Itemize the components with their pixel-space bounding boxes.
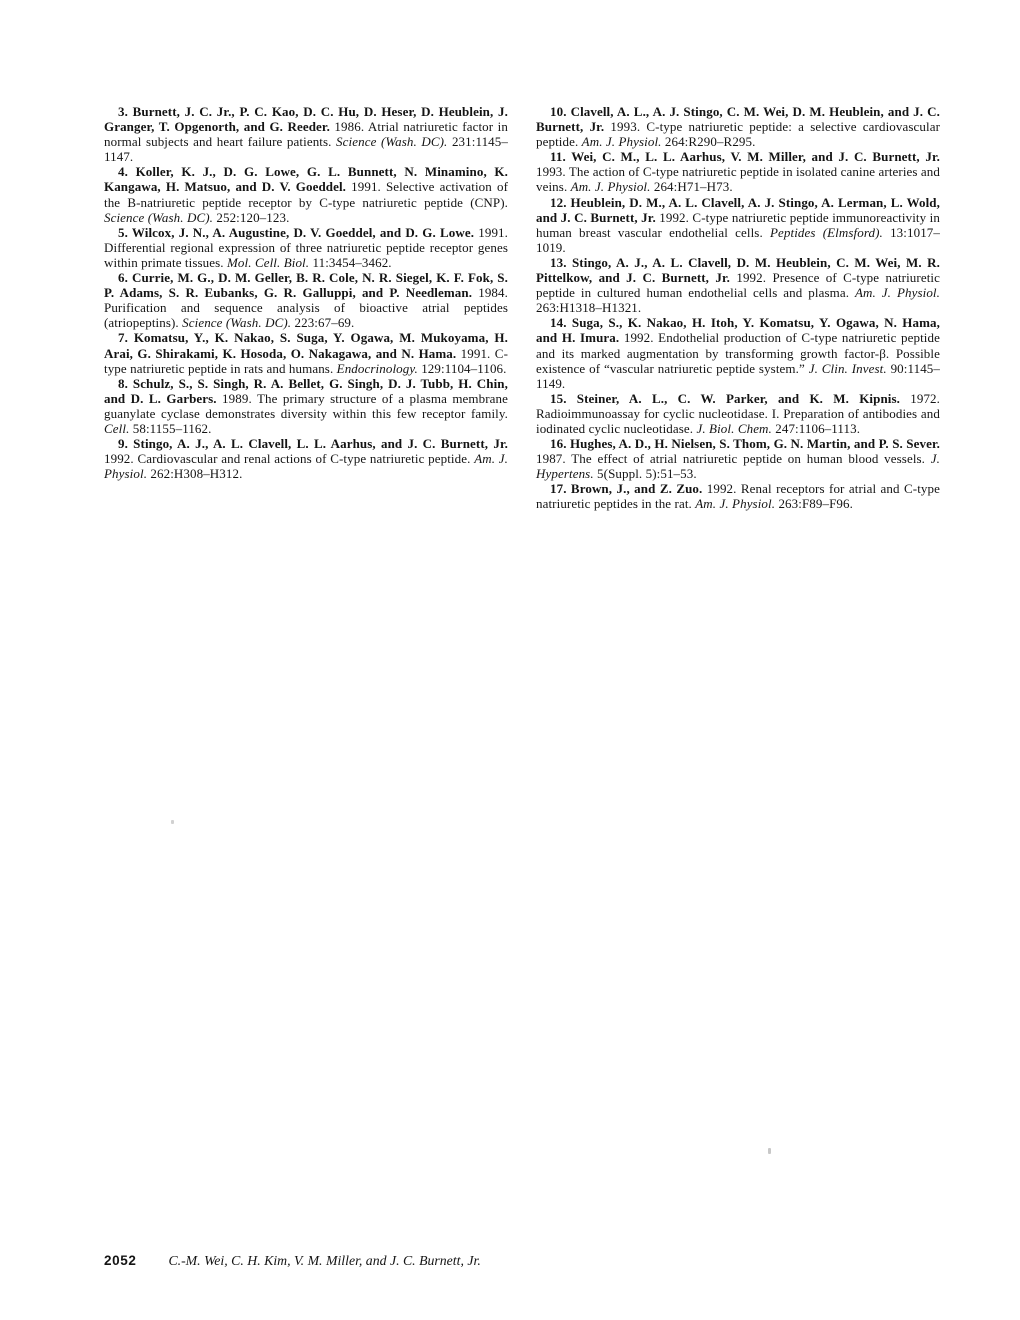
reference-text-segment: 1992. C-type natriuretic peptide immunoreactivity in human breast vascular endothelial cells. [536, 209, 940, 240]
reference-item [536, 436, 940, 481]
reference-text-segment: 1991. Selective activation of the B-natriuretic peptide receptor by C-type natriuretic peptide (CNP). [104, 179, 508, 210]
scan-artifact [768, 1148, 771, 1154]
reference-item [536, 104, 940, 149]
reference-text-segment: 1993. The action of C-type natriuretic peptide in isolated canine arteries and veins. [536, 164, 940, 195]
reference-text-segment: Science (Wash. DC). [104, 209, 214, 225]
reference-text-segment: Cell. [104, 420, 130, 436]
reference-item [104, 225, 508, 270]
reference-item [104, 270, 508, 330]
reference-text-segment: Am. J. Physiol. [104, 451, 509, 482]
reference-text-segment: Am. J. Physiol. [695, 496, 776, 512]
scan-artifact [171, 820, 174, 824]
reference-text-segment: 1989. The primary structure of a plasma membrane guanylate cyclase demonstrates diversity within this few receptor family. [104, 390, 509, 421]
reference-text-segment: Am. J. Physiol. [855, 285, 940, 301]
reference-text-segment: 13:1017–1019. [536, 224, 940, 255]
reference-text-segment: 1993. C-type natriuretic peptide: a selective cardiovascular peptide. [536, 119, 941, 150]
reference-text-segment: 90:1145–1149. [536, 360, 940, 391]
reference-text-segment: 11. Wei, C. M., L. L. Aarhus, V. M. Miller, and J. C. Burnett, Jr. [550, 149, 940, 165]
reference-item [104, 330, 508, 375]
reference-text-segment: 129:1104–1106. [417, 360, 507, 376]
reference-item [536, 255, 940, 315]
reference-text-segment: Am. J. Physiol. [570, 179, 651, 195]
reference-text-segment: 264:R290–R295. [661, 134, 756, 150]
reference-text-segment: 5. Wilcox, J. N., A. Augustine, D. V. Goeddel, and D. G. Lowe. [118, 224, 475, 240]
reference-text-segment: 1992. Presence of C-type natriuretic peptide in cultured human endothelial cells and plasma. [536, 270, 940, 301]
reference-text-segment: 3. Burnett, J. C. Jr., P. C. Kao, D. C. Hu, D. Heser, D. Heublein, J. Granger, T. Opgenorth, and G. Reeder. [104, 104, 508, 135]
reference-text-segment: 1992. Endothelial production of C-type natriuretic peptide and its marked augmentation by transforming growth factor-β. Possible existence of “vascular natriuretic peptide system.” [536, 330, 940, 376]
reference-text-segment: Endocrinology. [336, 360, 418, 376]
reference-item [104, 104, 508, 164]
reference-text-segment: 1987. The effect of atrial natriuretic peptide on human blood vessels. [536, 451, 931, 467]
running-authors: C.-M. Wei, C. H. Kim, V. M. Miller, and J. C. Burnett, Jr. [168, 1253, 481, 1268]
reference-text-segment: 9. Stingo, A. J., A. L. Clavell, L. L. Aarhus, and J. C. Burnett, Jr. [118, 436, 508, 452]
reference-item [536, 391, 940, 436]
reference-item [104, 376, 508, 436]
reference-text-segment: 231:1145–1147. [104, 134, 508, 165]
reference-text-segment: 252:120–123. [213, 209, 290, 225]
reference-text-segment: Science (Wash. DC). [182, 315, 292, 331]
page-footer [104, 1252, 481, 1270]
reference-text-segment: Peptides (Elmsford). [769, 224, 883, 240]
reference-text-segment: 7. Komatsu, Y., K. Nakao, S. Suga, Y. Ogawa, M. Mukoyama, H. Arai, G. Shirakami, K. Hosoda, O. Nakagawa, and N. Hama. [104, 330, 508, 361]
reference-item [536, 195, 940, 255]
reference-text-segment: 1984. Purification and sequence analysis of bioactive atrial peptides (atriopeptins). [104, 285, 508, 331]
reference-item [536, 481, 940, 511]
reference-text-segment: 5(Suppl. 5):51–53. [593, 466, 697, 482]
reference-text-segment: 1992. Renal receptors for atrial and C-type natriuretic peptides in the rat. [536, 481, 940, 512]
references-column-left [104, 104, 508, 481]
references-column-right [536, 104, 940, 512]
reference-text-segment: Science (Wash. DC). [336, 134, 448, 150]
reference-text-segment: 262:H308–H312. [147, 466, 243, 482]
reference-text-segment: 16. Hughes, A. D., H. Nielsen, S. Thom, G. N. Martin, and P. S. Sever. [550, 436, 940, 452]
reference-text-segment: Mol. Cell. Biol. [227, 254, 310, 270]
reference-item [104, 164, 508, 224]
reference-text-segment: 17. Brown, J., and Z. Zuo. [550, 481, 703, 497]
reference-text-segment: 263:F89–F96. [775, 496, 853, 512]
reference-text-segment: J. Clin. Invest. [808, 360, 887, 376]
reference-text-segment: 223:67–69. [291, 315, 355, 331]
reference-text-segment: Am. J. Physiol. [581, 134, 662, 150]
reference-text-segment: 12. Heublein, D. M., A. L. Clavell, A. J. Stingo, A. Lerman, L. Wold, and J. C. Burnett, Jr. [536, 194, 940, 225]
reference-text-segment: 1986. Atrial natriuretic factor in normal subjects and heart failure patients. [104, 119, 508, 150]
reference-text-segment: 1991. Differential regional expression of three natriuretic peptide receptor genes within primate tissues. [104, 224, 508, 270]
reference-text-segment: 6. Currie, M. G., D. M. Geller, B. R. Cole, N. R. Siegel, K. F. Fok, S. P. Adams, S. R. Eubanks, G. R. Galluppi, and P. Needleman. [104, 270, 508, 301]
reference-text-segment: 264:H71–H73. [650, 179, 733, 195]
reference-text-segment: 1991. C-type natriuretic peptide in rats and humans. [104, 345, 508, 376]
reference-text-segment: 58:1155–1162. [129, 420, 212, 436]
reference-text-segment: 4. Koller, K. J., D. G. Lowe, G. L. Bunnett, N. Minamino, K. Kangawa, H. Matsuo, and D. V. Goeddel. [104, 164, 508, 195]
reference-text-segment: 15. Steiner, A. L., C. W. Parker, and K. M. Kipnis. [550, 390, 901, 406]
reference-text-segment: 8. Schulz, S., S. Singh, R. A. Bellet, G. Singh, D. J. Tubb, H. Chin, and D. L. Garbers. [104, 375, 508, 406]
reference-text-segment: 247:1106–1113. [771, 420, 861, 436]
reference-text-segment: 1992. Cardiovascular and renal actions of C-type natriuretic peptide. [104, 451, 475, 467]
reference-item [104, 436, 508, 481]
reference-text-segment: 10. Clavell, A. L., A. J. Stingo, C. M. Wei, D. M. Heublein, and J. C. Burnett, Jr. [536, 104, 940, 135]
page-number: 2052 [104, 1253, 137, 1268]
reference-text-segment: 263:H1318–H1321. [536, 300, 642, 316]
reference-text-segment: 1972. Radioimmunoassay for cyclic nucleotidase. I. Preparation of antibodies and iodinated cyclic nucleotidase. [536, 390, 941, 436]
reference-text-segment: J. Hypertens. [536, 451, 940, 482]
reference-item [536, 315, 940, 390]
reference-text-segment: 13. Stingo, A. J., A. L. Clavell, D. M. Heublein, C. M. Wei, M. R. Pittelkow, and J. C. Burnett, Jr. [536, 254, 940, 286]
reference-item [536, 149, 940, 194]
reference-text-segment: J. Biol. Chem. [696, 420, 772, 436]
reference-text-segment: 14. Suga, S., K. Nakao, H. Itoh, Y. Komatsu, Y. Ogawa, N. Hama, and H. Imura. [536, 315, 940, 346]
reference-text-segment: 11:3454–3462. [309, 254, 392, 270]
